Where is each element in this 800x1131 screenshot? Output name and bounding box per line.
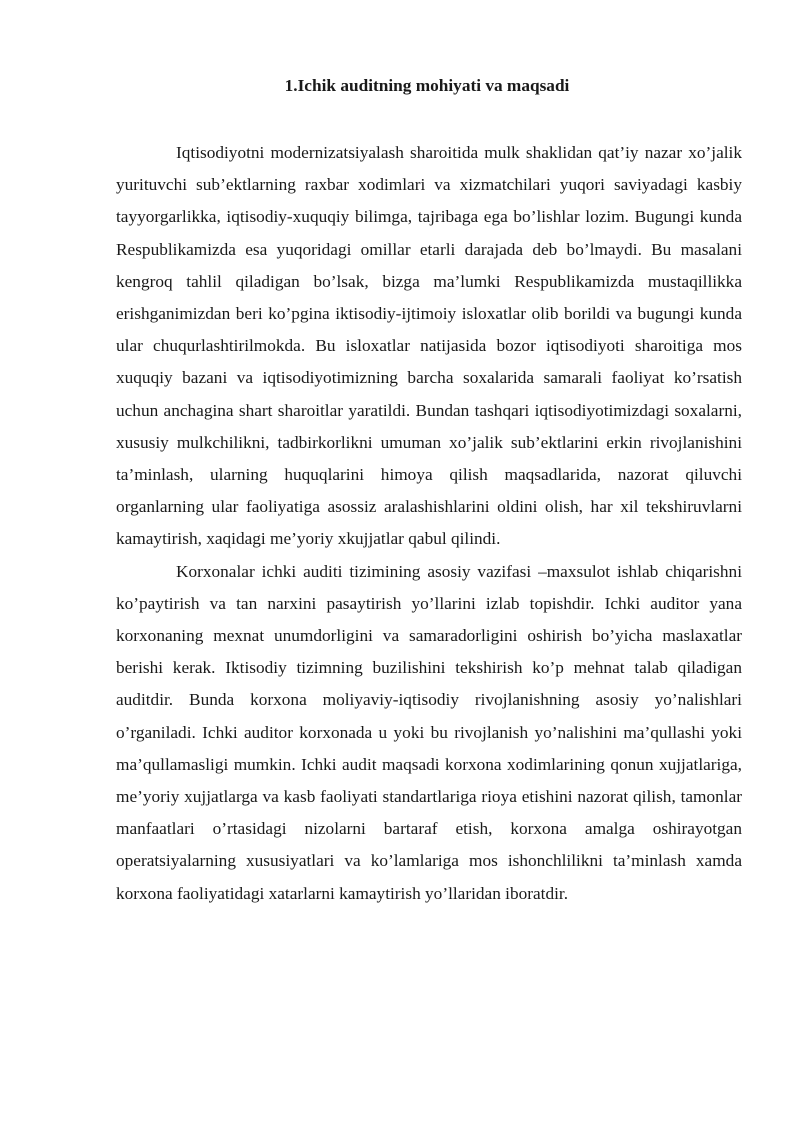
document-body [116,137,742,910]
paragraph-2: Korxonalar ichki auditi tizimining asosiy vazifasi –maxsulot ishlab chiqarishni ko’paytirish va tan narxini pasaytirish yo’llarini izlab topishdir. Ichki auditor yana korxonaning mexnat unumdorligini va samaradorligini oshirish bo’yicha maslaxatlar berishi kerak. Iktisodiy tizimning buzilishini tekshirish ko’p mehnat talab qiladigan auditdir. Bunda korxona moliyaviy-iqtisodiy rivojlanishning asosiy yo’nalishlari o’rganiladi. Ichki auditor korxonada u yoki bu rivojlanish yo’nalishini ma’qullashi yoki ma’qullamasligi mumkin. Ichki audit maqsadi korxona xodimlarining qonun xujjatlariga, me’yoriy xujjatlarga va kasb faoliyati standartlariga rioya etishini nazorat qilish, tamonlar manfaatlari o’rtasidagi nizolarni bartaraf etish, korxona amalga oshirayotgan operatsiyalarning xususiyatlari va ko’lamlariga mos ishonchlilikni ta’minlash xamda korxona faoliyatidagi xatarlarni kamaytirish yo’llaridan iboratdir. [116,561,742,903]
document-title: 1.Ichik auditning mohiyati va maqsadi [284,76,570,95]
paragraph-1: Iqtisodiyotni modernizatsiyalash sharoitida mulk shaklidan qat’iy nazar xo’jalik yurituvchi sub’ektlarning raxbar xodimlari va xizmatchilari yuqori saviyadagi kasbiy tayyorgarlikka, iqtisodiy-xuquqiy bilimga, tajribaga ega bo’lishlar lozim. Bugungi kunda Respublikamizda esa yuqoridagi omillar etarli darajada deb bo’lmaydi. Bu masalani kengroq tahlil qiladigan bo’lsak, bizga ma’lumki Respublikamizda mustaqillikka erishganimizdan beri ko’pgina iktisodiy-ijtimoiy isloxatlar olib borildi va bugungi kunda ular chuqurlashtirilmokda. Bu isloxatlar natijasida bozor iqtisodiyoti sharoitiga mos xuquqiy bazani va iqtisodiyotimizning barcha soxalarida samarali faoliyat ko’rsatish uchun anchagina shart sharoitlar yaratildi. Bundan tashqari iqtisodiyotimizdagi soxalarni, xususiy mulkchilikni, tadbirkorlikni umuman xo’jalik sub’ektlarini erkin rivojlanishini ta’minlash, ularning huquqlarini himoya qilish maqsadlarida, nazorat qiluvchi organlarning ular faoliyatiga asossiz aralashishlarini oldini olish, har xil tekshiruvlarni kamaytirish, xaqidagi me’yoriy xkujjatlar qabul qilindi. [116,143,742,549]
